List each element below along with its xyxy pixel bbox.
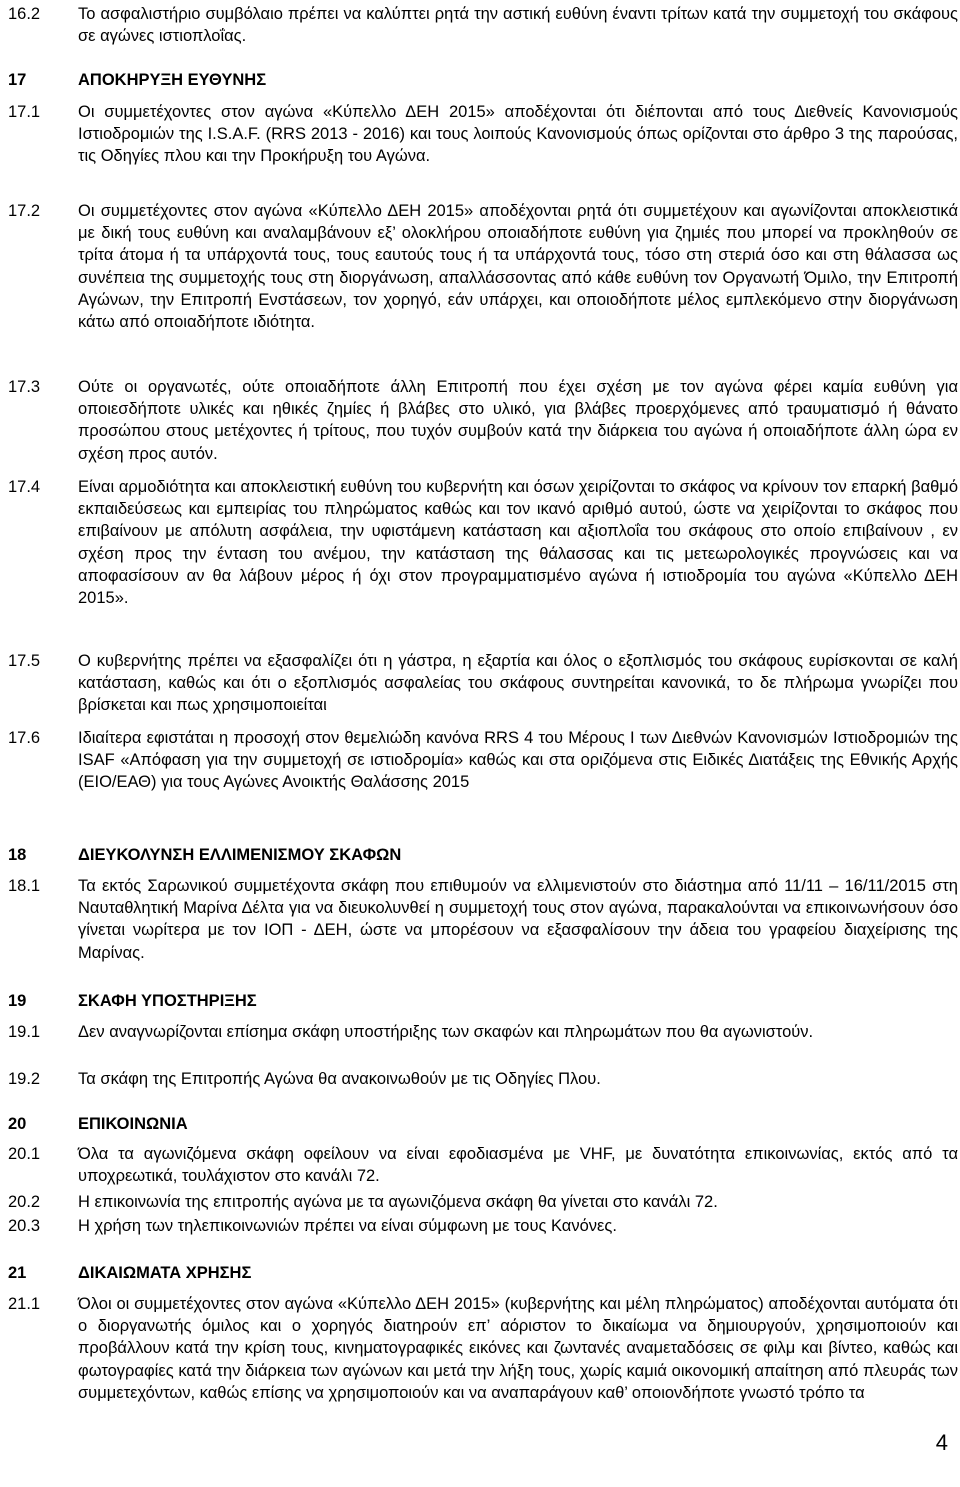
clause-text: Το ασφαλιστήριο συμβόλαιο πρέπει να καλύπτει ρητά την αστική ευθύνη έναντι τρίτων κατά την συμμετοχή του σκάφους σε αγώνες ιστιοπλοΐας. bbox=[78, 5, 958, 46]
section-number: 19 bbox=[8, 992, 27, 1010]
clause-number: 17.4 bbox=[8, 478, 41, 496]
section-title: ΑΠΟΚΗΡΥΞΗ ΕΥΘΥΝΗΣ bbox=[78, 71, 267, 89]
section-title: ΔΙΚΑΙΩΜΑΤΑ ΧΡΗΣΗΣ bbox=[78, 1264, 252, 1282]
section-number: 17 bbox=[8, 71, 27, 89]
clause-text: Ο κυβερνήτης πρέπει να εξασφαλίζει ότι η γάστρα, η εξαρτία και όλος ο εξοπλισμός του σκάφους ευρίσκονται σε καλή κατάσταση, καθώς και ότι ο εξοπλισμός ασφαλείας του σκάφους συντηρείται κανονικά, το δε πλήρωμα γνωρίζει που βρίσκεται και πως χρησιμοποιείται bbox=[78, 652, 958, 715]
clause-number: 18.1 bbox=[8, 877, 41, 895]
clause-text: Ούτε οι οργανωτές, ούτε οποιαδήποτε άλλη Επιτροπή που έχει σχέση με τον αγώνα φέρει καμία ευθύνη για οποιεσδήποτε υλικές και ηθικές ζημίες ή βλάβες στο υλικό, για βλάβες προερχόμενες από τραυματισμό ή θάνατο προσώπου στους μετέχοντες ή τρίτους, που τυχόν συμβούν κατά την διάρκεια του αγώνα ή οποιαδήποτε άλλη ώρα εν σχέση προς αυτόν. bbox=[78, 378, 958, 463]
clause-17-3 bbox=[8, 376, 958, 465]
clause-19-1 bbox=[8, 1021, 958, 1043]
clause-text: Τα εκτός Σαρωνικού συμμετέχοντα σκάφη που επιθυμούν να ελλιμενιστούν στο διάστημα από 11/11 – 16/11/2015 στη Ναυταθλητική Μαρίνα Δέλτα για να διευκολυνθεί η συμμετοχή τους στον αγώνα, παρακαλούνται να επικοινωνήσουν όσο γίνεται νωρίτερα με τον ΙΟΠ - ΔΕΗ, ώστε να μπορέσουν να εξασφαλίσουν την άδεια του γραφείου διαχείρισης της Μαρίνας. bbox=[78, 877, 958, 962]
clause-number: 17.1 bbox=[8, 103, 41, 121]
clause-20-3 bbox=[8, 1215, 958, 1237]
clause-21-1 bbox=[8, 1293, 958, 1404]
clause-text: Όλα τα αγωνιζόμενα σκάφη οφείλουν να είναι εφοδιασμένα με VHF, με δυνατότητα επικοινωνίας, εκτός από τα υποχρεωτικά, τουλάχιστον στο κανάλι 72. bbox=[78, 1145, 958, 1186]
clause-number: 20.1 bbox=[8, 1145, 41, 1163]
clause-number: 19.1 bbox=[8, 1023, 41, 1041]
clause-text: Τα σκάφη της Επιτροπής Αγώνα θα ανακοινωθούν με τις Οδηγίες Πλου. bbox=[78, 1070, 601, 1088]
clause-text: Δεν αναγνωρίζονται επίσημα σκάφη υποστήριξης των σκαφών και πληρωμάτων που θα αγωνιστούν. bbox=[78, 1023, 814, 1041]
clause-text: Είναι αρμοδιότητα και αποκλειστική ευθύνη του κυβερνήτη και όσων χειρίζονται το σκάφος να κρίνουν τον επαρκή βαθμό εκπαιδεύσεως και εμπειρίας του πληρώματος καθώς και τον ικανό αριθμό αυτού, ώστε να χειρίζονται το σκάφος που επιβαίνουν με απόλυτη ασφάλεια, την υφιστάμενη κατάσταση και αξιοπλοΐα του σκάφους στο οποίο επιβαίνουν , εν σχέση προς την ένταση του ανέμου, την κατάσταση της θάλασσας και τις μετεωρολογικές προγνώσεις και να αποφασίσουν αν θα λάβουν μέρος ή όχι στον προγραμματισμένο αγώνα ή ιστιοδρομία του αγώνα «Κύπελλο ΔΕΗ 2015». bbox=[78, 478, 958, 608]
section-number: 20 bbox=[8, 1115, 27, 1133]
clause-number: 17.3 bbox=[8, 378, 41, 396]
clause-number: 20.2 bbox=[8, 1193, 41, 1211]
section-20-heading bbox=[8, 1113, 958, 1135]
section-21-heading bbox=[8, 1262, 958, 1284]
section-number: 21 bbox=[8, 1264, 27, 1282]
page-number: 4 bbox=[935, 1430, 948, 1455]
clause-number: 20.3 bbox=[8, 1217, 41, 1235]
section-17-heading bbox=[8, 69, 958, 91]
clause-number: 19.2 bbox=[8, 1070, 41, 1088]
clause-number: 21.1 bbox=[8, 1295, 41, 1313]
clause-text: Ιδιαίτερα εφιστάται η προσοχή στον θεμελιώδη κανόνα RRS 4 του Μέρους Ι των Διεθνών Κανονισμών Ιστιοδρομιών της ISAF «Απόφαση για την συμμετοχή σε ιστιοδρομία» καθώς και στα οριζόμενα στις Ειδικές Διατάξεις της Εθνικής Αρχής (ΕΙΟ/ΕΑΘ) για τους Αγώνες Ανοικτής Θαλάσσης 2015 bbox=[78, 729, 958, 792]
clause-text: Οι συμμετέχοντες στον αγώνα «Κύπελλο ΔΕΗ 2015» αποδέχονται ρητά ότι συμμετέχουν και αγωνίζονται αποκλειστικά με δική τους ευθύνη και αναλαμβάνουν εξ’ ολοκλήρου οποιαδήποτε ευθύνη για ζημιές που μπορεί να προκληθούν σε τρίτα άτομα ή τα υπάρχοντά τους, τους εαυτούς τους ή τα υπάρχοντά τους, τόσο στη στεριά όσο και στη θάλασσα ως συνέπεια της συμμετοχής τους στη διοργάνωση, απαλλάσσοντας από κάθε ευθύνη τον Οργανωτή Όμιλο, την Επιτροπή Αγώνων, την Επιτροπή Ενστάσεων, τον χορηγό, εάν υπάρχει, και οποιοδήποτε μέλος εμπλεκόμενο στην διοργάνωση κάτω από οποιαδήποτε ιδιότητα. bbox=[78, 202, 958, 332]
clause-number: 16.2 bbox=[8, 5, 41, 23]
section-19-heading bbox=[8, 990, 958, 1012]
clause-17-6 bbox=[8, 727, 958, 794]
section-title: ΔΙΕΥΚΟΛΥΝΣΗ ΕΛΛΙΜΕΝΙΣΜΟΥ ΣΚΑΦΩΝ bbox=[78, 846, 402, 864]
clause-number: 17.2 bbox=[8, 202, 41, 220]
clause-16-2 bbox=[8, 3, 958, 47]
clause-text: Οι συμμετέχοντες στον αγώνα «Κύπελλο ΔΕΗ 2015» αποδέχονται ότι διέπονται από τους Διεθνείς Κανονισμούς Ιστιοδρομιών της I.S.A.F. (RRS 2013 - 2016) και τους λοιπούς Κανονισμούς όπως ορίζονται στο άρθρο 3 της παρούσας, τις Οδηγίες πλου και την Προκήρυξη του Αγώνα. bbox=[78, 103, 958, 166]
clause-17-4 bbox=[8, 476, 958, 609]
section-title: ΕΠΙΚΟΙΝΩΝΙΑ bbox=[78, 1115, 188, 1133]
clause-text: Όλοι οι συμμετέχοντες στον αγώνα «Κύπελλο ΔΕΗ 2015» (κυβερνήτης και μέλη πληρώματος) αποδέχονται αυτόματα ότι ο διοργανωτής όμιλος και ο χορηγός διατηρούν επ’ αόριστον το δικαίωμα να δημιουργούν, χρησιμοποιούν και προβάλλουν κατά την κρίση τους, κινηματογραφικές εικόνες και ζωντανές αναμεταδόσεις σε φιλμ και βίντεο, καθώς και φωτογραφίες κατά την διάρκεια των αγώνων και μετά την λήξη τους, χωρίς καμιά οικονομική απαίτηση από πλευράς των συμμετεχόντων, καθώς επίσης να χρησιμοποιούν και να αναπαράγουν καθ’ οποιονδήποτε γνωστό τρόπο τα bbox=[78, 1295, 958, 1402]
clause-text: Η χρήση των τηλεπικοινωνιών πρέπει να είναι σύμφωνη με τους Κανόνες. bbox=[78, 1217, 617, 1235]
clause-17-5 bbox=[8, 650, 958, 717]
clause-20-2 bbox=[8, 1191, 958, 1213]
section-18-heading bbox=[8, 844, 958, 866]
clause-20-1 bbox=[8, 1143, 958, 1187]
clause-text: Η επικοινωνία της επιτροπής αγώνα με τα αγωνιζόμενα σκάφη θα γίνεται στο κανάλι 72. bbox=[78, 1193, 718, 1211]
clause-18-1 bbox=[8, 875, 958, 964]
clause-17-2 bbox=[8, 200, 958, 333]
clause-19-2 bbox=[8, 1068, 958, 1090]
section-number: 18 bbox=[8, 846, 27, 864]
clause-number: 17.5 bbox=[8, 652, 41, 670]
clause-number: 17.6 bbox=[8, 729, 41, 747]
section-title: ΣΚΑΦΗ ΥΠΟΣΤΗΡΙΞΗΣ bbox=[78, 992, 257, 1010]
clause-17-1 bbox=[8, 101, 958, 168]
